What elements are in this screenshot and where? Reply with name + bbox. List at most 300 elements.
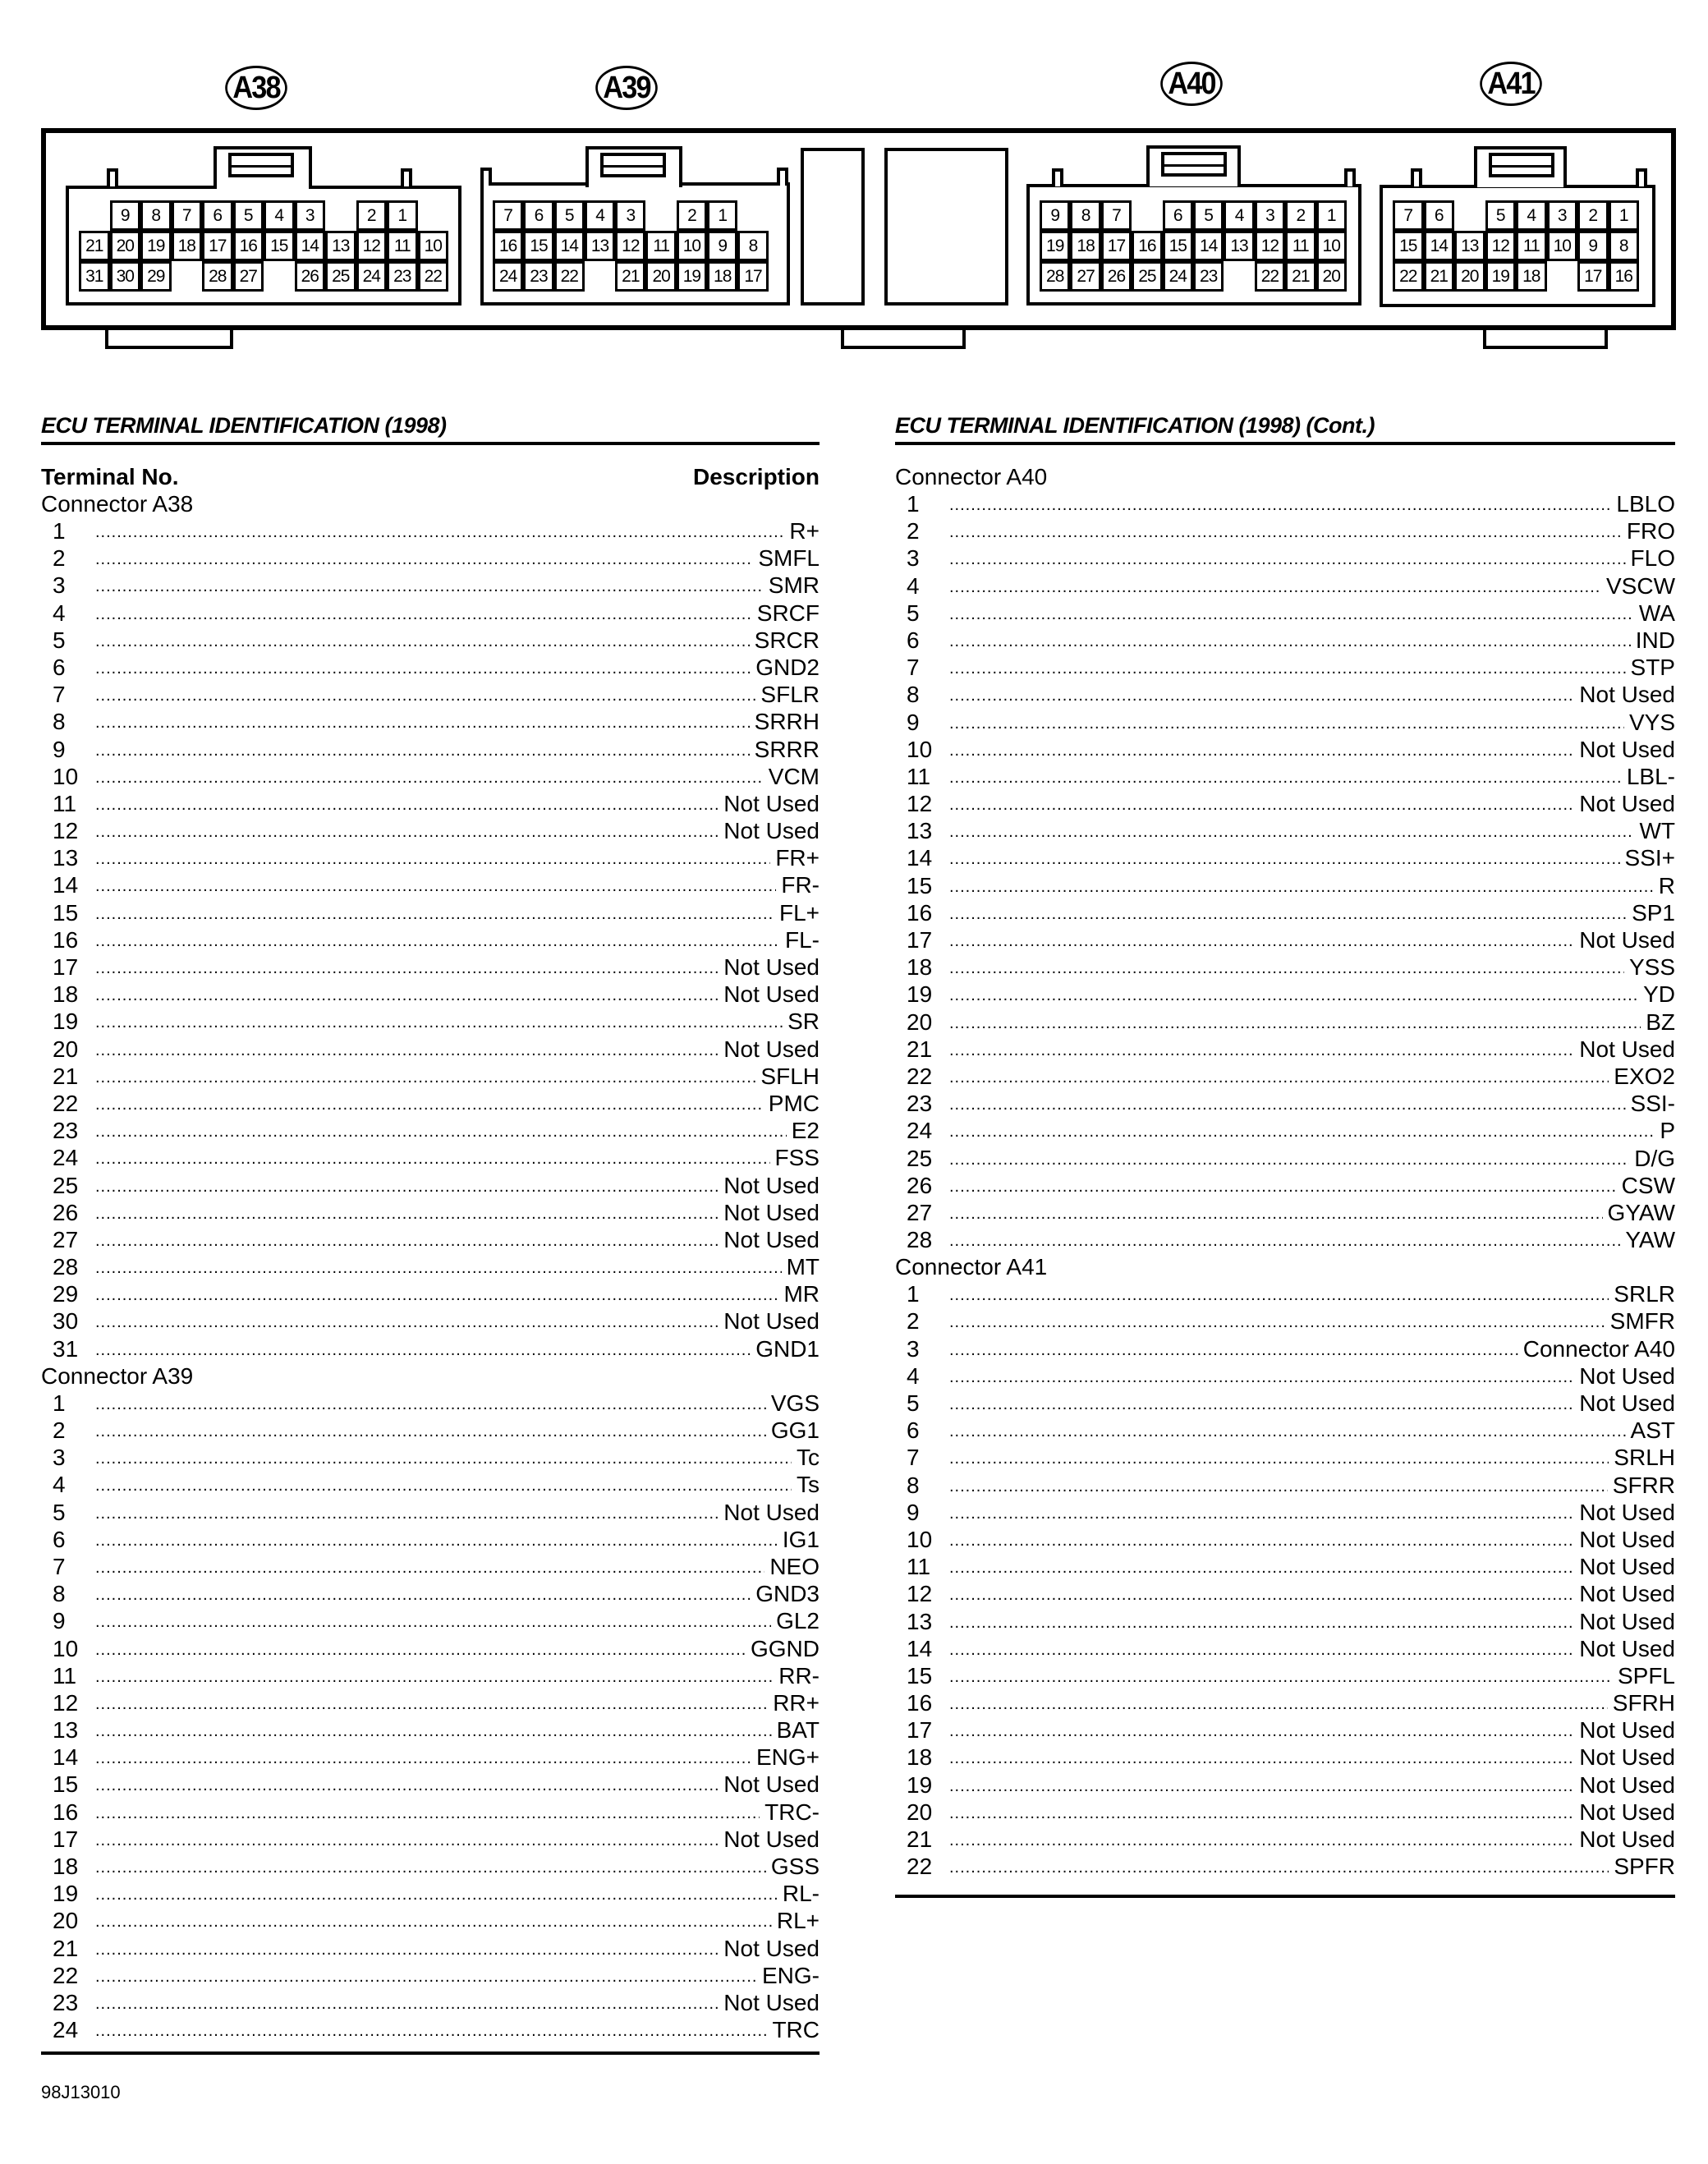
pin-cavity: 16 [233, 231, 264, 261]
bottom-rule [895, 1895, 1675, 1898]
dot-leader [949, 519, 1622, 546]
terminal-row [895, 517, 1675, 544]
pin-cavity: 2 [1285, 200, 1315, 231]
dot-leader [95, 1391, 766, 1418]
dot-leader [949, 1500, 1574, 1528]
terminal-row [895, 953, 1675, 981]
terminal-description: Not Used [723, 1499, 820, 1525]
dot-leader [949, 1637, 1574, 1664]
terminal-row [41, 790, 820, 817]
terminal-description: VCM [768, 763, 820, 789]
terminal-description: SRCF [756, 600, 820, 626]
ecu-mounting-foot [841, 328, 966, 349]
connector-group-label: Connector A39 [41, 1362, 194, 1389]
dot-leader [949, 1800, 1574, 1827]
dot-leader [95, 792, 719, 819]
pin-cavity: 5 [554, 200, 585, 231]
pin-cavity: 20 [1316, 261, 1347, 292]
terminal-row [41, 1144, 820, 1171]
pin-cavity: 17 [737, 261, 768, 292]
terminal-description: Not Used [723, 1826, 820, 1852]
terminal-row [41, 517, 820, 544]
terminal-row [41, 1335, 820, 1362]
dot-leader [949, 1228, 1620, 1255]
terminal-number: 6 [907, 627, 920, 653]
terminal-description: SMFL [758, 545, 820, 572]
pin-cavity: 8 [737, 231, 768, 261]
terminal-row [895, 654, 1675, 681]
terminal-row [895, 600, 1675, 627]
terminal-description: Not Used [1579, 791, 1675, 817]
locating-peg [1052, 168, 1063, 186]
terminal-row [41, 1607, 820, 1634]
pin-cavity: 23 [1193, 261, 1224, 292]
terminal-number: 18 [907, 954, 933, 981]
terminal-description: Not Used [723, 1308, 820, 1335]
terminal-number: 22 [907, 1063, 933, 1089]
dot-leader [949, 1610, 1574, 1637]
dot-leader [95, 1800, 760, 1827]
terminal-row [41, 953, 820, 981]
pin-cavity: 23 [387, 261, 418, 292]
terminal-description: Not Used [1579, 1717, 1675, 1744]
terminal-number: 29 [53, 1281, 79, 1307]
pin-cavity: 11 [1285, 231, 1315, 261]
pin-cavity: 26 [1101, 261, 1132, 292]
terminal-row [895, 1526, 1675, 1553]
dot-leader [95, 846, 770, 873]
dot-leader [949, 901, 1627, 928]
pin-cavity: 28 [1040, 261, 1070, 292]
terminal-description: IND [1635, 627, 1675, 653]
terminal-number: 10 [53, 763, 79, 789]
terminal-row [895, 709, 1675, 736]
terminal-row [41, 627, 820, 654]
pin-cavity: 9 [110, 200, 141, 231]
terminal-description: SRRH [754, 709, 820, 735]
terminal-row [41, 1008, 820, 1035]
terminal-description: Not Used [1579, 1771, 1675, 1798]
terminal-description: GSS [770, 1854, 820, 1879]
terminal-description: Not Used [1579, 736, 1675, 762]
terminal-number: 5 [53, 1499, 66, 1525]
terminal-row [41, 1199, 820, 1226]
pin-cavity: 6 [1163, 200, 1193, 231]
terminal-row [41, 2016, 820, 2043]
terminal-row [895, 1362, 1675, 1390]
terminal-row [41, 681, 820, 708]
terminal-description: Not Used [1579, 1499, 1675, 1525]
pin-cavity: 3 [615, 200, 645, 231]
terminal-number: 5 [907, 1390, 920, 1416]
terminal-row [895, 1036, 1675, 1063]
dot-leader [95, 1009, 783, 1036]
locating-peg [107, 168, 118, 186]
terminal-number: 23 [53, 1989, 79, 2015]
dot-leader [949, 601, 1634, 628]
terminal-description: Not Used [723, 1036, 820, 1062]
terminal-description: STP [1630, 655, 1675, 681]
pin-cavity: 10 [677, 231, 707, 261]
terminal-number: 14 [907, 1635, 933, 1661]
terminal-description: Not Used [1579, 1554, 1675, 1580]
terminal-row [41, 654, 820, 681]
terminal-row [41, 1390, 820, 1417]
pin-gap [418, 200, 449, 231]
terminal-table-right [895, 411, 1675, 1898]
terminal-number: 16 [53, 926, 79, 953]
terminal-row [41, 1935, 820, 1962]
title-rule [41, 442, 820, 445]
terminal-number: 20 [907, 1008, 933, 1035]
terminal-number: 27 [53, 1226, 79, 1252]
terminal-row [895, 763, 1675, 790]
dot-leader [949, 1582, 1574, 1609]
terminal-number: 12 [907, 1581, 933, 1607]
ecu-mounting-foot [1483, 328, 1608, 349]
pin-grid-a38 [79, 200, 448, 292]
pin-cavity: 15 [523, 231, 553, 261]
dot-leader [949, 1037, 1574, 1064]
ecu-mounting-foot [105, 328, 233, 349]
pin-cavity: 15 [264, 231, 295, 261]
dot-leader [95, 1718, 772, 1745]
dot-leader [95, 710, 750, 737]
terminal-description: Not Used [1579, 682, 1675, 708]
pin-cavity: 2 [356, 200, 388, 231]
terminal-description: Not Used [1579, 1826, 1675, 1852]
pin-cavity: 10 [1547, 231, 1578, 261]
dot-leader [95, 1528, 778, 1555]
terminal-number: 14 [53, 1744, 79, 1771]
dot-leader [95, 1201, 719, 1228]
terminal-number: 15 [907, 872, 933, 898]
terminal-description: LBL- [1626, 763, 1675, 789]
terminal-description: CSW [1621, 1172, 1675, 1198]
pin-cavity: 21 [1424, 261, 1455, 292]
pin-cavity: 1 [707, 200, 737, 231]
terminal-row [895, 1716, 1675, 1744]
terminal-number: 2 [907, 1308, 920, 1335]
terminal-description: YD [1643, 981, 1675, 1008]
terminal-description: SSI+ [1624, 845, 1675, 871]
terminal-row [895, 872, 1675, 899]
terminal-number: 2 [53, 1417, 66, 1443]
terminal-description: Not Used [1579, 1799, 1675, 1825]
pin-cavity: 10 [1316, 231, 1347, 261]
terminal-row [41, 1226, 820, 1253]
terminal-row [41, 1553, 820, 1580]
terminal-row [41, 1036, 820, 1063]
pin-cavity: 1 [1609, 200, 1640, 231]
terminal-number: 26 [907, 1172, 933, 1198]
terminal-number: 5 [53, 627, 66, 653]
terminal-description: RR+ [773, 1689, 820, 1716]
terminal-description: GND2 [755, 654, 820, 680]
latch-icon [214, 146, 312, 189]
terminal-description: SPFL [1617, 1662, 1675, 1688]
terminal-row [895, 1608, 1675, 1635]
terminal-row [41, 1989, 820, 2016]
terminal-description: FL- [785, 926, 820, 953]
terminal-number: 11 [907, 763, 931, 789]
pin-cavity: 5 [233, 200, 264, 231]
terminal-number: 17 [53, 1826, 79, 1852]
terminal-description: Not Used [723, 1989, 820, 2015]
dot-leader [95, 1282, 778, 1309]
dot-leader [949, 1745, 1574, 1772]
terminal-number: 28 [53, 1254, 79, 1280]
locating-peg [1411, 168, 1422, 186]
pin-cavity: 14 [554, 231, 585, 261]
terminal-number: 9 [53, 736, 66, 762]
terminal-row [41, 1799, 820, 1826]
terminal-number: 12 [907, 791, 933, 817]
terminal-description: RL- [782, 1881, 820, 1907]
terminal-row [41, 1716, 820, 1744]
terminal-description: Not Used [723, 1199, 820, 1225]
terminal-number: 8 [53, 1581, 66, 1607]
pin-cavity: 1 [387, 200, 418, 231]
terminal-description: Not Used [723, 818, 820, 844]
terminal-number: 20 [53, 1908, 79, 1934]
terminal-description: SRLH [1614, 1445, 1675, 1471]
terminal-number: 14 [53, 872, 79, 898]
terminal-number: 11 [53, 1662, 77, 1688]
terminal-number: 2 [907, 518, 920, 544]
locating-peg [480, 168, 492, 186]
pin-cavity: 7 [1393, 200, 1424, 231]
dot-leader [95, 1909, 772, 1936]
dot-leader [95, 1637, 746, 1664]
terminal-description: Not Used [723, 1771, 820, 1798]
terminal-description: GND3 [755, 1581, 820, 1607]
pin-cavity: 11 [645, 231, 676, 261]
terminal-number: 9 [907, 709, 920, 735]
pin-gap [585, 261, 615, 292]
terminal-number: 24 [53, 2017, 79, 2043]
terminal-description: Not Used [1579, 1036, 1675, 1062]
pin-cavity: 16 [1609, 261, 1640, 292]
terminal-row [895, 1145, 1675, 1172]
pin-cavity: 17 [202, 231, 233, 261]
terminal-description: MT [786, 1254, 820, 1280]
dot-leader [95, 1827, 719, 1854]
dot-leader [95, 765, 764, 792]
locating-peg [1636, 168, 1647, 186]
terminal-row [41, 1689, 820, 1716]
pin-cavity: 2 [1577, 200, 1609, 231]
terminal-description: YAW [1625, 1227, 1675, 1253]
pin-cavity: 17 [1577, 261, 1609, 292]
terminal-groups [41, 490, 820, 2043]
terminal-number: 1 [53, 1390, 66, 1416]
terminal-number: 2 [53, 545, 66, 572]
terminal-row [895, 981, 1675, 1008]
dot-leader [95, 1991, 719, 2018]
dot-leader [95, 1337, 751, 1364]
terminal-row [41, 1417, 820, 1444]
terminal-row [895, 1063, 1675, 1090]
terminal-number: 12 [53, 1689, 79, 1716]
terminal-row [41, 763, 820, 790]
terminal-description: RL+ [776, 1908, 820, 1934]
dot-leader [95, 655, 751, 682]
terminal-row [41, 926, 820, 953]
terminal-groups [895, 463, 1675, 1880]
terminal-number: 7 [53, 682, 66, 708]
terminal-row [41, 708, 820, 735]
terminal-description: PMC [768, 1090, 820, 1116]
dot-leader [95, 928, 780, 955]
pin-cavity: 24 [493, 261, 523, 292]
header-terminal-no: Terminal No. [41, 464, 179, 489]
pin-cavity: 14 [1193, 231, 1224, 261]
terminal-number: 13 [53, 1717, 79, 1744]
terminal-row [895, 1853, 1675, 1880]
dot-leader [95, 873, 776, 900]
terminal-row [895, 1226, 1675, 1253]
dot-leader [949, 1718, 1574, 1745]
terminal-description: GND1 [755, 1335, 820, 1362]
terminal-description: R+ [789, 518, 820, 544]
dot-leader [95, 1772, 719, 1799]
column-headers [41, 463, 820, 490]
terminal-number: 30 [53, 1308, 79, 1335]
terminal-description: TRC [772, 2017, 820, 2043]
dot-leader [95, 1119, 787, 1146]
terminal-number: 17 [907, 927, 933, 953]
terminal-description: Not Used [1579, 1390, 1675, 1416]
terminal-row [895, 544, 1675, 572]
pin-cavity: 3 [1547, 200, 1578, 231]
terminal-number: 11 [53, 790, 77, 816]
terminal-row [895, 1008, 1675, 1036]
pin-cavity: 24 [1163, 261, 1193, 292]
pin-cavity: 8 [140, 200, 172, 231]
terminal-row [895, 790, 1675, 817]
dot-leader [95, 628, 750, 655]
terminal-number: 18 [907, 1744, 933, 1771]
pin-gap [1224, 261, 1254, 292]
dot-leader [95, 1146, 770, 1173]
terminal-row [895, 1280, 1675, 1307]
terminal-row [895, 1090, 1675, 1117]
pin-cavity: 4 [585, 200, 615, 231]
terminal-number: 10 [907, 1526, 933, 1552]
blank-cavity [884, 148, 1008, 306]
pin-cavity: 19 [140, 231, 172, 261]
dot-leader [95, 1228, 719, 1255]
dot-leader [95, 682, 755, 710]
terminal-row [41, 1526, 820, 1553]
terminal-description: Connector A40 [1522, 1335, 1675, 1362]
pin-cavity: 17 [1101, 231, 1132, 261]
terminal-description: Ts [797, 1472, 820, 1498]
terminal-row [41, 600, 820, 627]
connector-label-a38: A38 [225, 66, 287, 110]
terminal-number: 9 [53, 1608, 66, 1634]
terminal-description: FLO [1630, 545, 1675, 572]
terminal-number: 21 [53, 1935, 79, 1961]
dot-leader [95, 1664, 774, 1691]
dot-leader [949, 1391, 1574, 1418]
terminal-number: 21 [53, 1063, 79, 1089]
pin-cavity: 11 [387, 231, 418, 261]
dot-leader [95, 1445, 792, 1473]
section-title: ECU TERMINAL IDENTIFICATION (1998) [41, 413, 447, 438]
terminal-number: 16 [53, 1799, 79, 1825]
terminal-row [41, 1280, 820, 1307]
dot-leader [95, 1255, 782, 1282]
terminal-number: 20 [53, 1036, 79, 1062]
terminal-description: Tc [797, 1445, 820, 1471]
terminal-number: 15 [907, 1662, 933, 1688]
terminal-number: 4 [907, 572, 920, 599]
pin-cavity: 27 [233, 261, 264, 292]
dot-leader [949, 737, 1574, 765]
terminal-row [895, 736, 1675, 763]
pin-cavity: 26 [295, 261, 326, 292]
terminal-description: GGND [751, 1635, 820, 1661]
terminal-description: Not Used [1579, 1635, 1675, 1661]
terminal-row [895, 1335, 1675, 1362]
pin-cavity: 3 [295, 200, 326, 231]
terminal-description: LBLO [1616, 491, 1675, 517]
terminal-description: GL2 [776, 1608, 820, 1634]
terminal-number: 3 [53, 572, 66, 599]
dot-leader [95, 955, 719, 982]
terminal-row [895, 1744, 1675, 1771]
dot-leader [949, 1337, 1518, 1364]
pin-cavity: 19 [677, 261, 707, 292]
terminal-number: 20 [907, 1799, 933, 1825]
terminal-description: VSCW [1606, 572, 1675, 599]
terminal-number: 13 [907, 818, 933, 844]
dot-leader [95, 1745, 751, 1772]
dot-leader [949, 1555, 1574, 1582]
pin-cavity: 30 [110, 261, 141, 292]
terminal-number: 25 [53, 1172, 79, 1198]
dot-leader [95, 1473, 792, 1500]
terminal-row [41, 572, 820, 599]
pin-cavity: 14 [295, 231, 326, 261]
terminal-row [41, 1826, 820, 1853]
terminal-description: D/G [1634, 1145, 1675, 1171]
terminal-description: E2 [791, 1118, 820, 1144]
pin-gap [79, 200, 110, 231]
dot-leader [949, 628, 1631, 655]
terminal-number: 18 [53, 981, 79, 1008]
terminal-number: 8 [907, 682, 920, 708]
terminal-row [41, 1853, 820, 1880]
terminal-number: 19 [907, 981, 933, 1008]
dot-leader [949, 1773, 1574, 1800]
pin-grid-a41 [1393, 200, 1639, 292]
terminal-row [895, 1553, 1675, 1580]
pin-cavity: 29 [140, 261, 172, 292]
dot-leader [95, 1881, 778, 1909]
pin-gap [325, 200, 356, 231]
pin-cavity: 12 [615, 231, 645, 261]
terminal-number: 6 [53, 654, 66, 680]
terminal-row [895, 1390, 1675, 1417]
terminal-description: Not Used [723, 1172, 820, 1198]
pin-cavity: 13 [325, 231, 356, 261]
terminal-row [41, 899, 820, 926]
terminal-number: 14 [907, 845, 933, 871]
connector-group-label: Connector A41 [895, 1254, 1048, 1280]
